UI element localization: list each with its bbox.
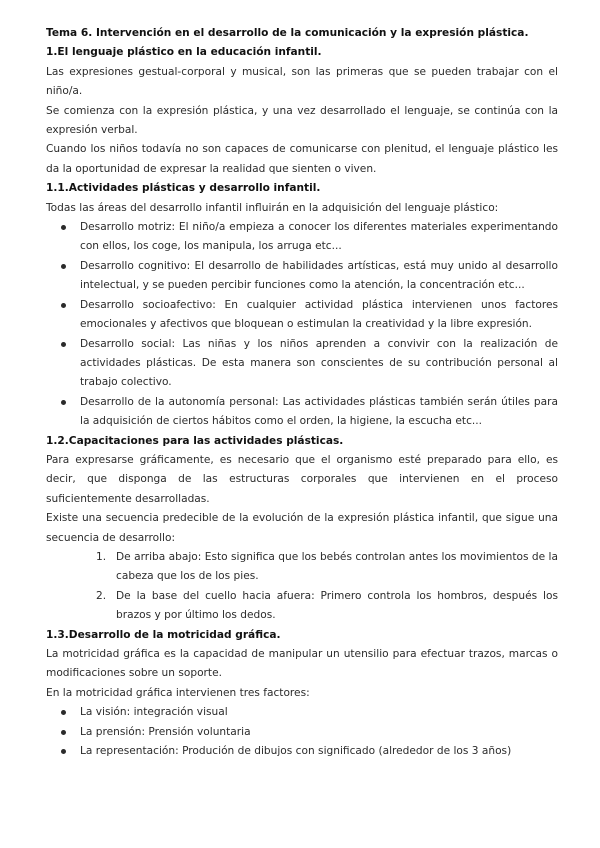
section-1-paragraph-1: Las expresiones gestual-corporal y musical, son las primeras que se pueden trabajar con el niño/a. bbox=[46, 65, 558, 98]
document-title: Tema 6. Intervención en el desarrollo de la comunicación y la expresión plástica. bbox=[46, 27, 529, 39]
list-number: 2. bbox=[96, 589, 107, 602]
section-1-1-heading: 1.1.Actividades plásticas y desarrollo infantil. bbox=[46, 182, 321, 195]
section-1-2-paragraph-1: Para expresarse gráficamente, es necesario que el organismo esté preparado para ello, es decir, que disponga de las estructuras corporales que intervienen en el proceso suficientemente desarrolladas. bbox=[46, 453, 558, 505]
list-number: 1. bbox=[96, 550, 107, 563]
section-1-heading: 1.El lenguaje plástico en la educación infantil. bbox=[46, 46, 322, 59]
list-item: Desarrollo social: Las niñas y los niños aprenden a convivir con la realización de actividades plásticas. De esta manera son conscientes de su contribución personal al trabajo colectivo. bbox=[46, 335, 558, 393]
section-1-paragraph-3: Cuando los niños todavía no son capaces de comunicarse con plenitud, el lenguaje plástico les da la oportunidad de expresar la realidad que sienten o viven. bbox=[46, 143, 558, 175]
section-1-paragraph-2: Se comienza con la expresión plástica, y una vez desarrollado el lenguaje, se continúa con la expresión verbal. bbox=[46, 104, 558, 137]
list-item: Desarrollo cognitivo: El desarrollo de habilidades artísticas, está muy unido al desarrollo intelectual, y se pueden percibir funciones como la atención, la concentración etc... bbox=[46, 257, 558, 296]
development-areas-list bbox=[46, 218, 558, 431]
section-1-2-paragraph-2: Existe una secuencia predecible de la evolución de la expresión plástica infantil, que sigue una secuencia de desarrollo: bbox=[46, 512, 558, 544]
list-item: Desarrollo socioafectivo: En cualquier actividad plástica intervienen unos factores emocionales y afectivos que bloquean o estimulan la creatividad y la libre expresión. bbox=[46, 296, 558, 335]
section-1-3-paragraph-1: La motricidad gráfica es la capacidad de manipular un utensilio para efectuar trazos, marcas o modificaciones sobre un soporte. bbox=[46, 648, 558, 680]
list-item: La visión: integración visual bbox=[46, 703, 558, 722]
list-item: Desarrollo de la autonomía personal: Las actividades plásticas también serán útiles para la adquisición de ciertos hábitos como el orden, la higiene, la escucha etc... bbox=[46, 393, 558, 432]
development-sequence-list bbox=[46, 548, 558, 626]
graphic-motor-factors-list bbox=[46, 703, 558, 761]
section-1-1-intro: Todas las áreas del desarrollo infantil influirán en la adquisición del lenguaje plástico: bbox=[46, 201, 499, 214]
list-item: La representación: Produción de dibujos con significado (alrededor de los 3 años) bbox=[46, 742, 558, 761]
list-item: Desarrollo motriz: El niño/a empieza a conocer los diferentes materiales experimentando con ellos, los coge, los manipula, los arruga etc... bbox=[46, 218, 558, 257]
list-text: De arriba abajo: Esto significa que los bebés controlan antes los movimientos de la cabeza que los de los pies. bbox=[116, 550, 558, 583]
list-item: La prensión: Prensión voluntaria bbox=[46, 723, 558, 742]
list-item bbox=[96, 548, 558, 587]
list-item bbox=[96, 587, 558, 626]
list-text: De la base del cuello hacia afuera: Primero controla los hombros, después los brazos y por último los dedos. bbox=[116, 589, 558, 622]
section-1-3-heading: 1.3.Desarrollo de la motricidad gráfica. bbox=[46, 628, 281, 641]
section-1-3-paragraph-2: En la motricidad gráfica intervienen tres factores: bbox=[46, 686, 310, 699]
section-1-2-heading: 1.2.Capacitaciones para las actividades plásticas. bbox=[46, 434, 344, 447]
